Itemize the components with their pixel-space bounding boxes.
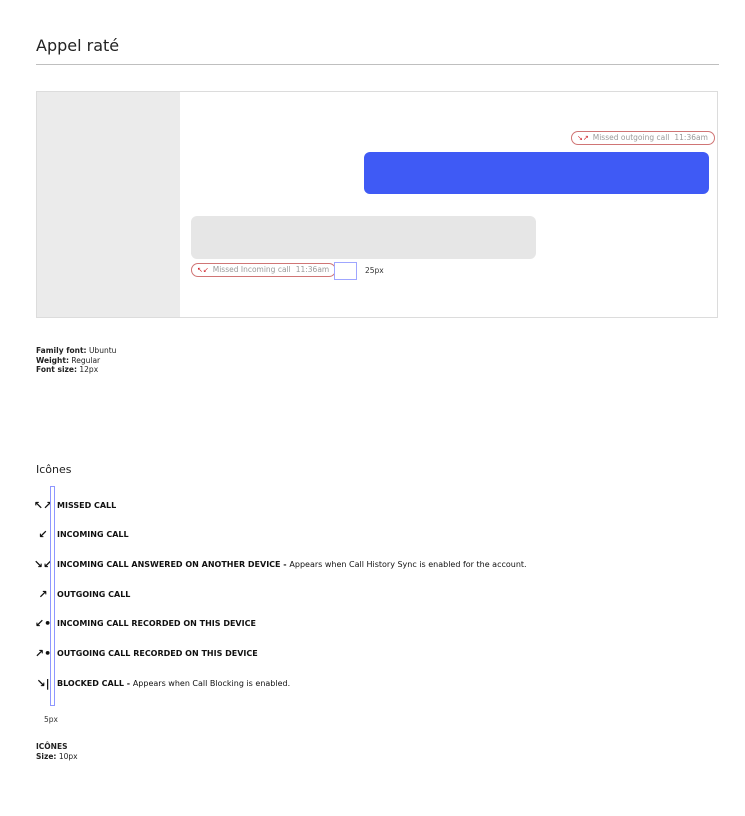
- missed-incoming-call-badge[interactable]: [191, 263, 336, 277]
- icon-spec-heading: ICÔNES: [36, 742, 68, 751]
- icon-row-missed-call: ↖↗ MISSED CALL: [33, 498, 117, 512]
- icon-row-blocked-call: ↘| BLOCKED CALL - Appears when Call Blocking is enabled.: [36, 676, 291, 690]
- missed-outgoing-call-badge[interactable]: [571, 131, 715, 145]
- icon-spacing-label: 5px: [44, 715, 58, 724]
- icon-spec: [36, 742, 78, 761]
- title-divider: [36, 64, 719, 65]
- missed-incoming-label: Missed Incoming call: [212, 265, 291, 274]
- spacing-label: 25px: [365, 266, 384, 275]
- font-size-spec: Font size: 12px: [36, 365, 99, 374]
- icons-heading: Icônes: [36, 463, 72, 476]
- font-weight-spec: Weight: Regular: [36, 355, 101, 365]
- incoming-answered-other-device-icon: ↘↙: [33, 557, 53, 571]
- icon-size-spec: Size: 10px: [36, 751, 78, 761]
- missed-incoming-icon: ↖↙: [197, 266, 209, 274]
- chat-sidebar: [37, 92, 180, 317]
- icon-row-incoming-answered-other-device: ↘↙ INCOMING CALL ANSWERED ON ANOTHER DEVICE - Appears when Call History Sync is enabled for the account.: [33, 557, 527, 571]
- missed-outgoing-icon: ↘↗: [577, 134, 589, 142]
- spacing-indicator: [334, 262, 357, 280]
- icon-row-outgoing-call: ↗ OUTGOING CALL: [36, 587, 130, 601]
- missed-incoming-time: 11:36am: [295, 265, 330, 274]
- icon-row-outgoing-recorded: ↗• OUTGOING CALL RECORDED ON THIS DEVICE: [34, 646, 258, 660]
- font-family-spec: Family font: Ubuntu: [36, 346, 117, 355]
- incoming-call-icon: ↙: [38, 527, 48, 541]
- icon-row-incoming-recorded: ↙• INCOMING CALL RECORDED ON THIS DEVICE: [34, 616, 256, 630]
- page-title: Appel raté: [36, 36, 120, 55]
- blocked-call-icon: ↘|: [36, 676, 50, 690]
- missed-outgoing-time: 11:36am: [674, 133, 708, 142]
- missed-call-icon: ↖↗: [33, 498, 53, 512]
- outgoing-call-icon: ↗: [38, 587, 48, 601]
- outgoing-message-bubble[interactable]: [364, 152, 709, 194]
- icon-spacing-guide: [50, 486, 55, 706]
- incoming-recorded-icon: ↙•: [34, 616, 52, 630]
- font-spec: [36, 346, 116, 375]
- missed-outgoing-label: Missed outgoing call: [592, 133, 670, 142]
- icon-row-incoming-call: ↙ INCOMING CALL: [36, 527, 129, 541]
- incoming-message-bubble[interactable]: [191, 216, 536, 259]
- outgoing-recorded-icon: ↗•: [34, 646, 52, 660]
